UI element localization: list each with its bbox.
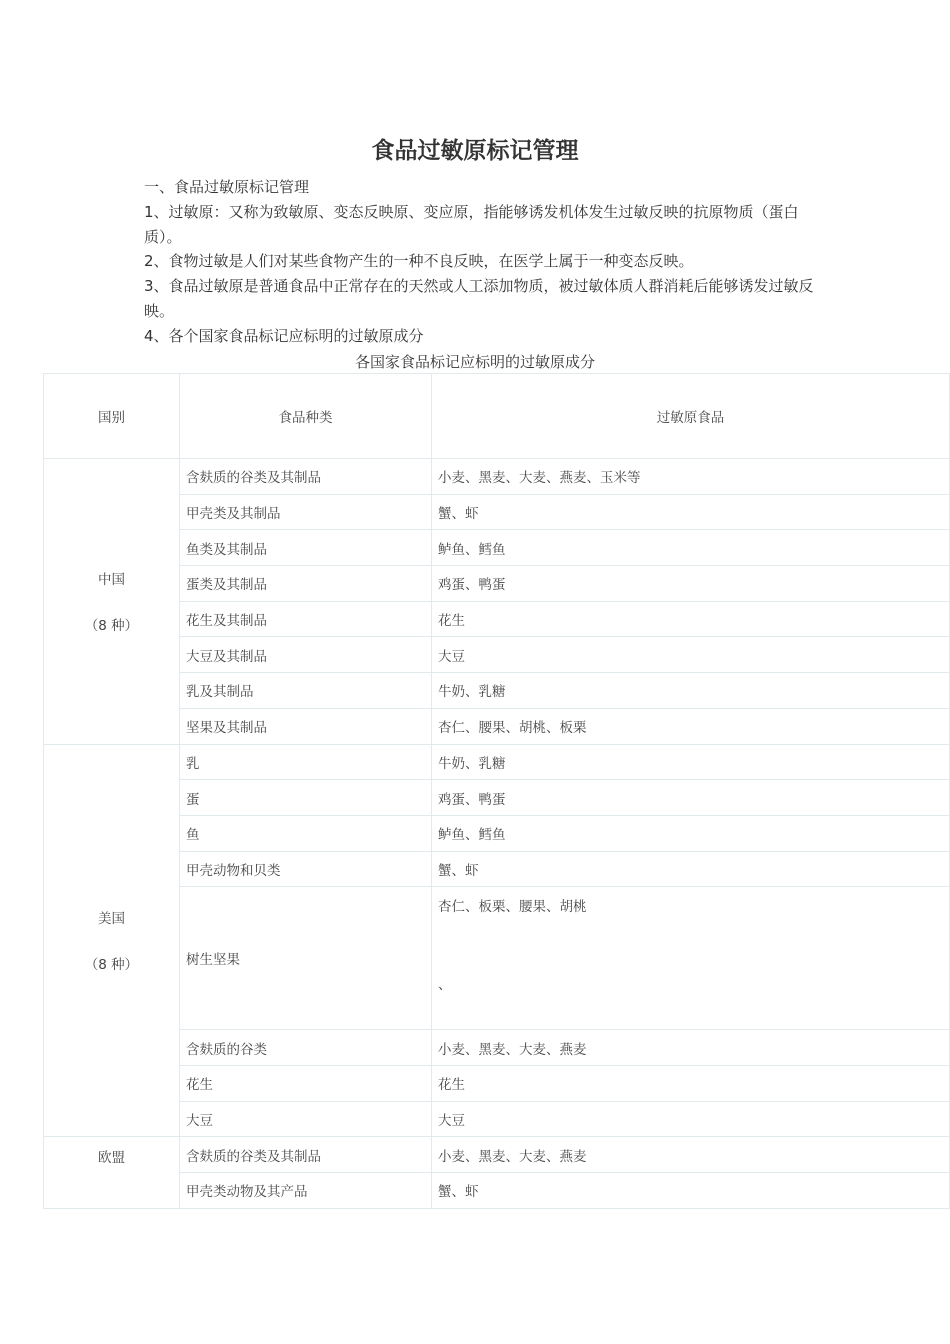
allergen-cell: 牛奶、乳糖 <box>432 673 950 709</box>
category-cell: 蛋类及其制品 <box>180 566 432 602</box>
country-cell-usa <box>44 744 180 1137</box>
table-row <box>44 815 950 851</box>
table-row <box>44 851 950 887</box>
allergen-cell: 小麦、黑麦、大麦、燕麦、玉米等 <box>432 459 950 495</box>
country-name: 欧盟 <box>98 1150 125 1167</box>
table-row <box>44 1173 950 1209</box>
category-cell: 蛋 <box>180 780 432 816</box>
allergen-cell: 花生 <box>432 1065 950 1101</box>
paragraph-allergen-definition: 1、过敏原：又称为致敏原、变态反映原、变应原，指能够诱发机体发生过敏反映的抗原物质（蛋白质）。 <box>144 202 799 246</box>
allergen-cell: 牛奶、乳糖 <box>432 744 950 780</box>
allergen-cell: 大豆 <box>432 637 950 673</box>
paragraph-labeling: 4、各个国家食品标记应标明的过敏原成分 <box>144 326 424 345</box>
allergen-table <box>43 373 950 1209</box>
table-row <box>44 744 950 780</box>
category-cell: 甲壳类动物及其产品 <box>180 1173 432 1209</box>
country-count: （8 种） <box>84 957 139 974</box>
table-row <box>44 780 950 816</box>
header-allergen: 过敏原食品 <box>432 374 950 459</box>
allergen-extra-text: 、 <box>438 977 452 994</box>
page-title: 食品过敏原标记管理 <box>371 138 579 164</box>
category-cell: 含麸质的谷类 <box>180 1030 432 1066</box>
table-row <box>44 494 950 530</box>
category-cell: 含麸质的谷类及其制品 <box>180 1137 432 1173</box>
allergen-cell: 花生 <box>432 601 950 637</box>
allergen-cell: 蟹、虾 <box>432 494 950 530</box>
section-heading: 一、食品过敏原标记管理 <box>144 178 310 196</box>
allergen-cell: 鲈鱼、鳕鱼 <box>432 815 950 851</box>
category-cell: 大豆 <box>180 1101 432 1137</box>
intro-section <box>144 175 814 349</box>
category-cell: 鱼 <box>180 815 432 851</box>
table-row <box>44 601 950 637</box>
category-cell: 坚果及其制品 <box>180 708 432 744</box>
category-cell: 树生坚果 <box>180 887 432 1030</box>
category-cell: 甲壳动物和贝类 <box>180 851 432 887</box>
category-cell: 大豆及其制品 <box>180 637 432 673</box>
table-row <box>44 530 950 566</box>
table-header-row <box>44 374 950 459</box>
table-row <box>44 566 950 602</box>
country-name: 中国 <box>98 572 125 589</box>
table-row <box>44 1065 950 1101</box>
paragraph-food-allergen: 3、食品过敏原是普通食品中正常存在的天然或人工添加物质，被过敏体质人群消耗后能够诱发过敏反映。 <box>144 277 814 320</box>
allergen-cell: 小麦、黑麦、大麦、燕麦 <box>432 1030 950 1066</box>
country-name: 美国 <box>98 911 125 928</box>
allergen-cell: 小麦、黑麦、大麦、燕麦 <box>432 1137 950 1173</box>
table-row <box>44 637 950 673</box>
country-cell-eu <box>44 1137 180 1208</box>
category-cell: 乳 <box>180 744 432 780</box>
header-country: 国别 <box>44 374 180 459</box>
category-cell: 鱼类及其制品 <box>180 530 432 566</box>
country-count: （8 种） <box>84 618 139 635</box>
category-cell: 乳及其制品 <box>180 673 432 709</box>
table-row <box>44 1101 950 1137</box>
allergen-cell: 鲈鱼、鳕鱼 <box>432 530 950 566</box>
table-row <box>44 708 950 744</box>
table-row <box>44 459 950 495</box>
allergen-cell: 鸡蛋、鸭蛋 <box>432 780 950 816</box>
allergen-cell: 鸡蛋、鸭蛋 <box>432 566 950 602</box>
allergen-cell: 杏仁、腰果、胡桃、板栗 <box>432 708 950 744</box>
table-caption: 各国家食品标记应标明的过敏原成分 <box>354 353 595 371</box>
category-cell: 甲壳类及其制品 <box>180 494 432 530</box>
category-cell: 花生 <box>180 1065 432 1101</box>
table-row <box>44 673 950 709</box>
category-cell: 含麸质的谷类及其制品 <box>180 459 432 495</box>
allergen-cell: 蟹、虾 <box>432 851 950 887</box>
table-row <box>44 1030 950 1066</box>
header-category: 食品种类 <box>180 374 432 459</box>
table-row <box>44 887 950 1030</box>
allergen-text: 杏仁、板栗、腰果、胡桃 <box>438 899 587 916</box>
category-cell: 花生及其制品 <box>180 601 432 637</box>
paragraph-food-allergy: 2、食物过敏是人们对某些食物产生的一种不良反映，在医学上属于一种变态反映。 <box>144 252 694 271</box>
allergen-cell: 大豆 <box>432 1101 950 1137</box>
table-row <box>44 1137 950 1173</box>
allergen-cell: 蟹、虾 <box>432 1173 950 1209</box>
allergen-cell <box>432 887 950 1030</box>
country-cell-china <box>44 459 180 745</box>
